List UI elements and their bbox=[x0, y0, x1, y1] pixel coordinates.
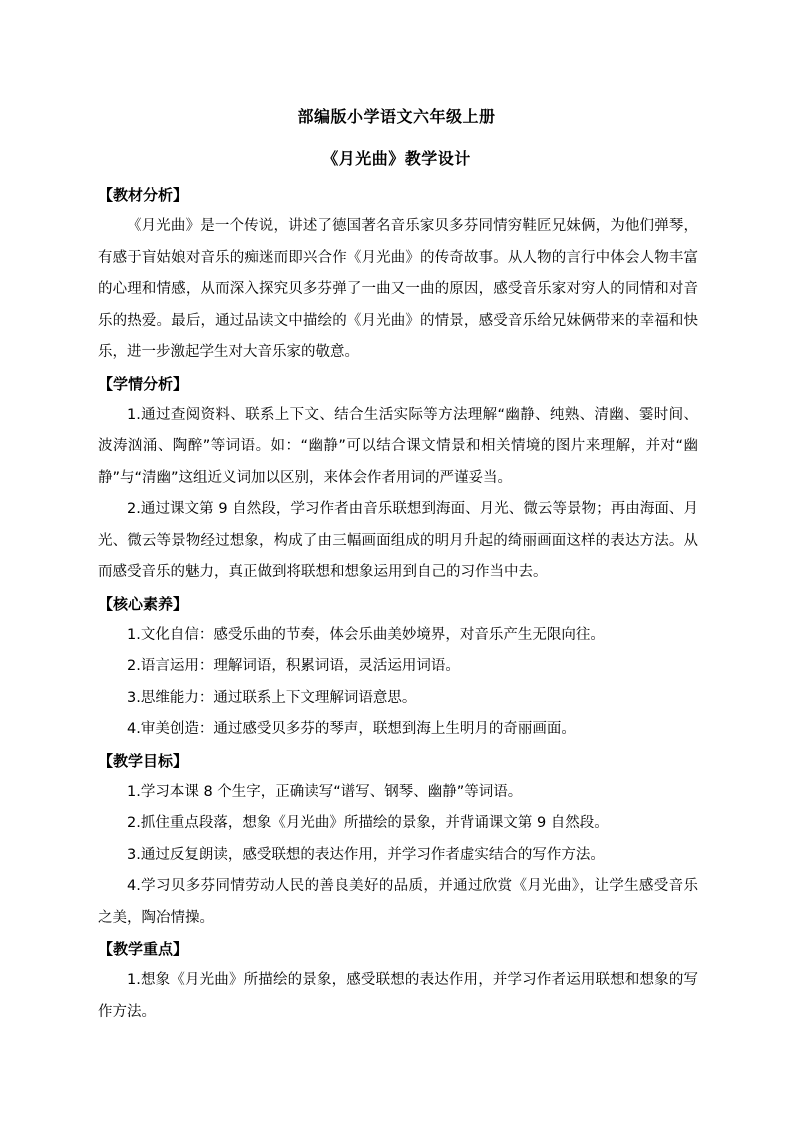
section-core-literacy bbox=[98, 589, 698, 746]
paragraph: 1.文化自信：感受乐曲的节奏，体会乐曲美妙境界，对音乐产生无限向往。 bbox=[127, 626, 605, 643]
document-subtitle: 《月光曲》教学设计 bbox=[322, 149, 471, 168]
section-learner-analysis bbox=[98, 369, 698, 589]
section-heading: 【教材分析】 bbox=[98, 186, 189, 204]
section-teaching-focus bbox=[98, 934, 698, 1028]
paragraph: 4.学习贝多芬同情劳动人民的善良美好的品质，并通过欣赏《月光曲》，让学生感受音乐之美，陶冶情操。 bbox=[98, 878, 698, 926]
paragraph: 1.想象《月光曲》所描绘的景象，感受联想的表达作用，并学习作者运用联想和想象的写作方法。 bbox=[98, 972, 698, 1020]
section-heading: 【核心素养】 bbox=[98, 594, 189, 613]
paragraph: 3.思维能力：通过联系上下文理解词语意思。 bbox=[127, 689, 417, 706]
section-textbook-analysis bbox=[98, 180, 698, 369]
document-title: 部编版小学语文六年级上册 bbox=[297, 107, 496, 126]
paragraph: 1.学习本课 8 个生字，正确读写“谱写、钢琴、幽静”等词语。 bbox=[127, 783, 523, 800]
paragraph: 2.语言运用：理解词语，积累词语，灵活运用词语。 bbox=[127, 658, 460, 674]
section-heading: 【教学重点】 bbox=[98, 940, 189, 958]
paragraph: 2.通过课文第 9 自然段，学习作者由音乐联想到海面、月光、微云等景物；再由海面、月光、微云等景物经过想象，构成了由三幅画面组成的明月升起的绮丽画面这样的表达方法。从而感受音乐的魅力，真正做到将联想和想象运用到自己的习作当中去。 bbox=[98, 501, 698, 580]
paragraph: 3.通过反复朗读，感受联想的表达作用，并学习作者虚实结合的写作方法。 bbox=[127, 846, 605, 863]
paragraph: 2.抓住重点段落，想象《月光曲》所描绘的景象，并背诵课文第 9 自然段。 bbox=[127, 815, 609, 831]
paragraph: 《月光曲》是一个传说，讲述了德国著名音乐家贝多芬同情穷鞋匠兄妹俩，为他们弹琴，有感于盲姑娘对音乐的痴迷而即兴合作《月光曲》的传奇故事。从人物的言行中体会人物丰富的心理和情感，从而深入探究贝多芬弹了一曲又一曲的原因，感受音乐家对穷人的同情和对音乐的热爱。最后，通过品读文中描绘的《月光曲》的情景，感受音乐给兄妹俩带来的幸福和快乐，进一步激起学生对大音乐家的敬意。 bbox=[98, 218, 698, 360]
paragraph: 4.审美创造：通过感受贝多芬的琴声，联想到海上生明月的奇丽画面。 bbox=[127, 721, 576, 737]
section-heading: 【教学目标】 bbox=[98, 751, 189, 770]
section-teaching-objectives bbox=[98, 746, 698, 935]
document-body bbox=[98, 180, 698, 1028]
section-heading: 【学情分析】 bbox=[98, 374, 189, 393]
paragraph: 1.通过查阅资料、联系上下文、结合生活实际等方法理解“幽静、纯熟、清幽、霎时间、波涛汹涌、陶醉”等词语。如：“幽静”可以结合课文情景和相关情境的图片来理解，并对“幽静”与“清幽”这组近义词加以区别，来体会作者用词的严谨妥当。 bbox=[98, 406, 698, 486]
